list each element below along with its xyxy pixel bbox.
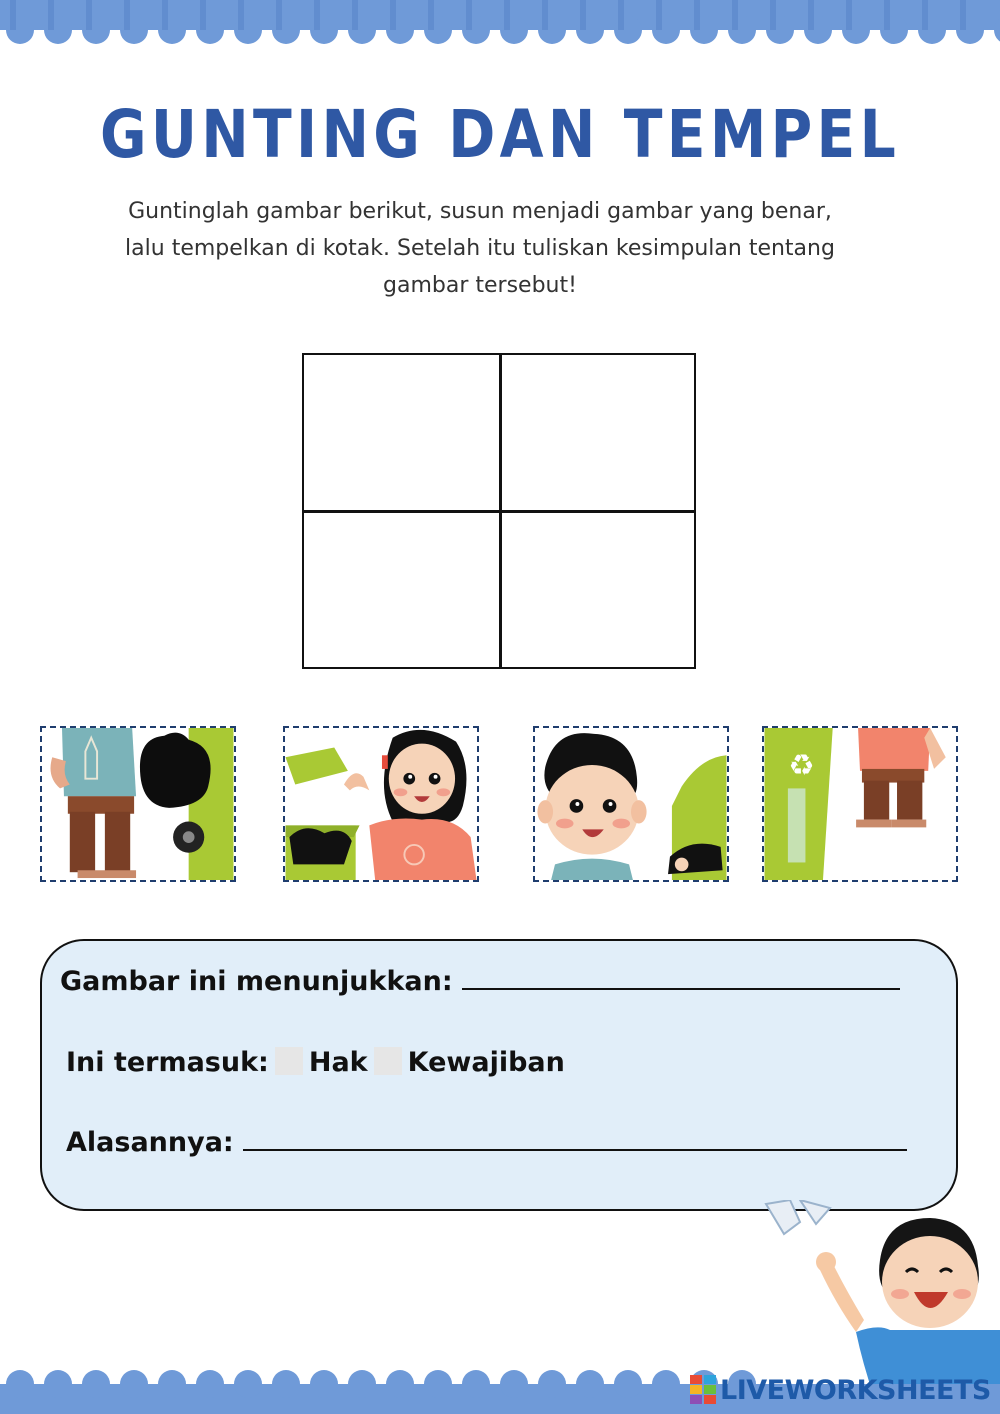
page-title: GUNTING DAN TEMPEL bbox=[99, 96, 901, 173]
option-hak-label: Hak bbox=[308, 1047, 368, 1078]
instruction-text bbox=[80, 193, 880, 304]
instruction-line-2: lalu tempelkan di kotak. Setelah itu tuliskan kesimpulan tentang bbox=[125, 236, 835, 261]
answer-line-2 bbox=[66, 1047, 565, 1078]
svg-text:♻: ♻ bbox=[788, 747, 815, 782]
piece-recycle-bin-legs[interactable] bbox=[762, 726, 958, 882]
q3-answer-blank[interactable] bbox=[243, 1145, 907, 1151]
answer-line-1 bbox=[60, 966, 900, 997]
instruction-line-3: gambar tersebut! bbox=[383, 273, 577, 298]
option-kewajiban-label: Kewajiban bbox=[407, 1047, 565, 1078]
answer-line-3 bbox=[66, 1127, 907, 1158]
liveworksheets-watermark bbox=[690, 1372, 991, 1408]
q1-label: Gambar ini menunjukkan: bbox=[60, 966, 453, 997]
instruction-line-1: Guntinglah gambar berikut, susun menjadi gambar yang benar, bbox=[128, 199, 832, 224]
boy-face-with-bin-icon bbox=[535, 728, 727, 880]
recycle-bin-and-legs-icon bbox=[764, 728, 956, 880]
kewajiban-checkbox[interactable] bbox=[374, 1047, 402, 1075]
q3-label: Alasannya: bbox=[66, 1127, 234, 1158]
hak-checkbox[interactable] bbox=[275, 1047, 303, 1075]
piece-boy-face-bin[interactable] bbox=[533, 726, 729, 882]
girl-opening-green-bin-icon bbox=[285, 728, 477, 880]
q1-answer-blank[interactable] bbox=[462, 984, 900, 990]
top-scallop-border bbox=[0, 0, 1000, 44]
q2-label: Ini termasuk: bbox=[66, 1047, 269, 1078]
piece-girl-opening-bin[interactable] bbox=[283, 726, 479, 882]
boy-legs-with-trash-bag-icon bbox=[42, 728, 234, 880]
piece-boy-legs-trash-bag[interactable] bbox=[40, 726, 236, 882]
grid-horizontal-line bbox=[304, 510, 694, 513]
liveworksheets-logo-icon bbox=[690, 1375, 716, 1405]
paste-grid bbox=[302, 353, 696, 669]
watermark-text: LIVEWORKSHEETS bbox=[720, 1374, 991, 1406]
